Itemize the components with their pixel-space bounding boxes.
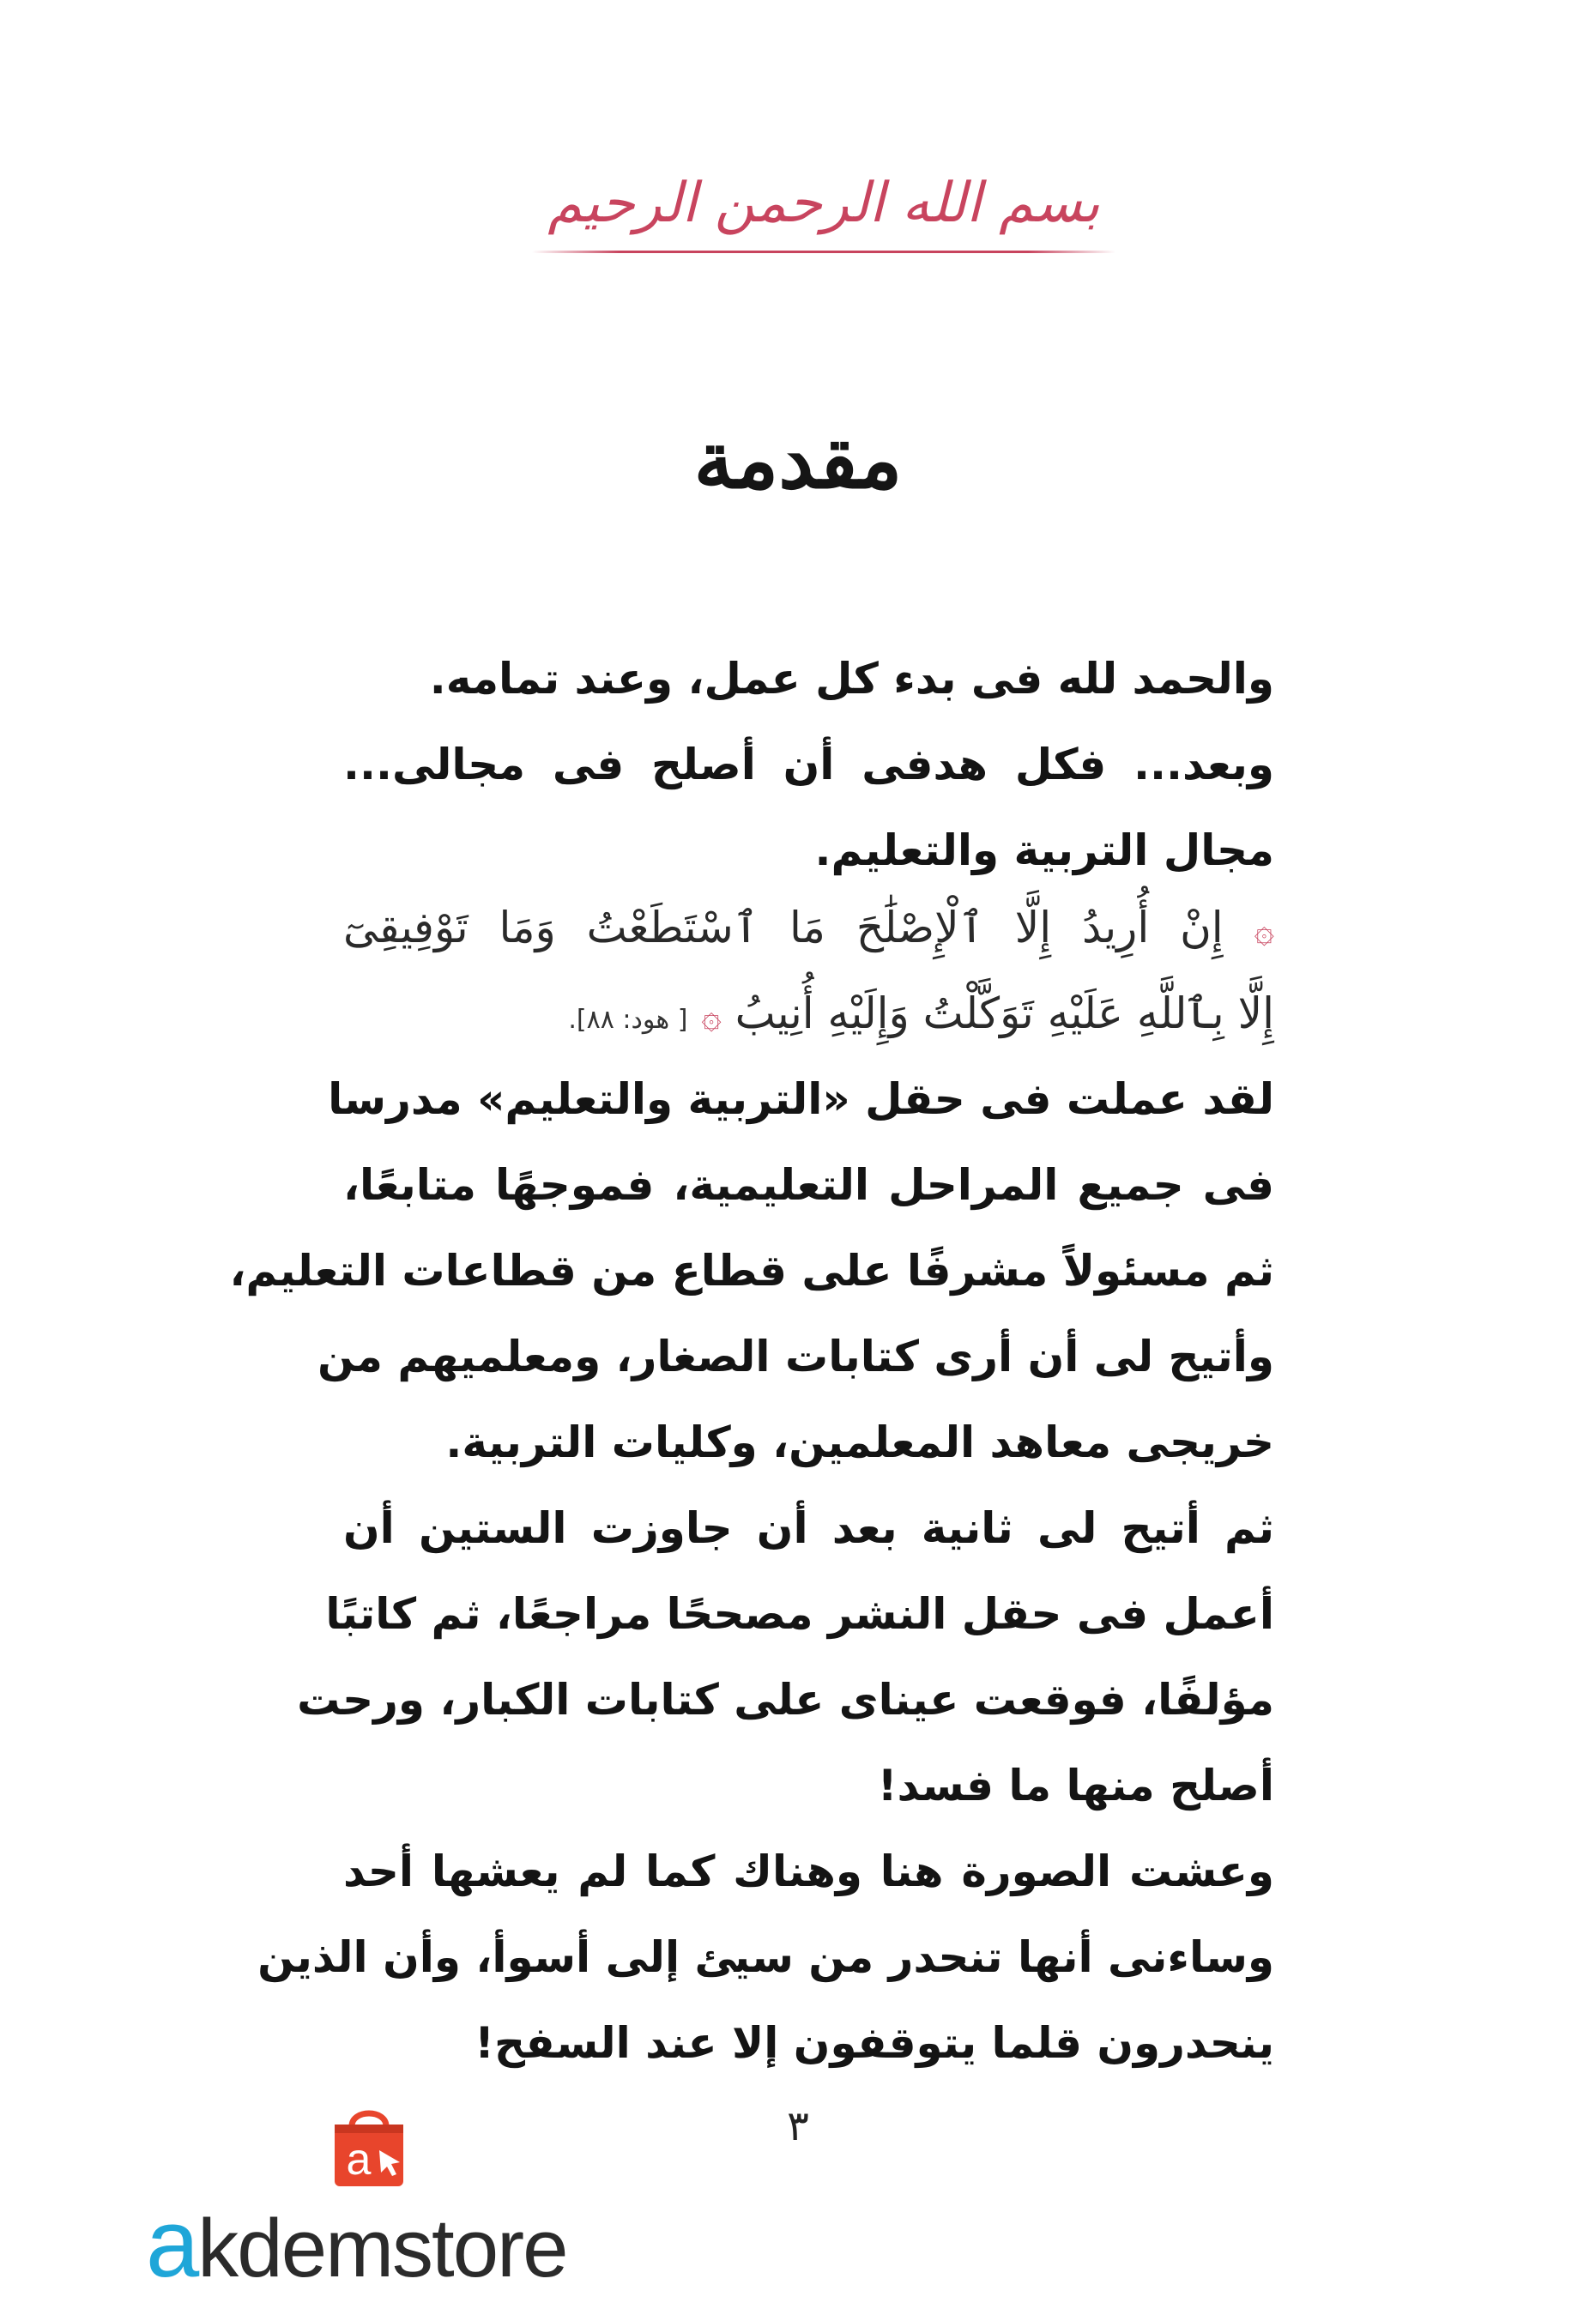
akdemstore-logo bbox=[146, 2094, 592, 2300]
page-number: ٣ bbox=[787, 2102, 809, 2150]
body-line: وعشت الصورة هنا وهناك كما لم يعشها أحد bbox=[343, 1847, 1274, 1896]
body-line: وساءنى أنها تنحدر من سيئ إلى أسوأ، وأن الذين bbox=[257, 1932, 1274, 1982]
body-line: خريجى معاهد المعلمين، وكليات التربية. bbox=[445, 1417, 1274, 1467]
body-line: ثم أتيح لى ثانية بعد أن جاوزت الستين أن bbox=[343, 1503, 1274, 1553]
verse-open-ornament-icon: ۞ bbox=[1254, 911, 1274, 951]
brand-first-letter: a bbox=[146, 2190, 198, 2297]
quran-verse-line-1 bbox=[343, 903, 1274, 952]
quran-verse-line-2 bbox=[343, 988, 1274, 1038]
verse-text: إِلَّا بِٱللَّهِ عَلَيْهِ تَوَكَّلْتُ وَإِلَيْهِ أُنِيبُ bbox=[735, 988, 1274, 1038]
basmala-underline bbox=[532, 251, 1115, 253]
paragraph-line: وبعد... فكل هدفى أن أصلح فى مجالى... bbox=[343, 740, 1274, 789]
body-line: أعمل فى حقل النشر مصححًا مراجعًا، ثم كاتبًا bbox=[325, 1589, 1274, 1639]
paragraph-line: والحمد لله فى بدء كل عمل، وعند تمامه. bbox=[429, 654, 1274, 704]
bag-letter: a bbox=[346, 2135, 372, 2185]
verse-close-ornament-icon: ۞ bbox=[701, 997, 722, 1037]
body-line: فى جميع المراحل التعليمية، فموجهًا متابعًا، bbox=[343, 1160, 1274, 1210]
brand-rest: kdemstore bbox=[197, 2203, 567, 2294]
paragraph-line: مجال التربية والتعليم. bbox=[814, 825, 1274, 875]
body-line: ينحدرون قلما يتوقفون إلا عند السفح! bbox=[475, 2018, 1274, 2068]
body-line: لقد عملت فى حقل «التربية والتعليم» مدرسا bbox=[328, 1074, 1274, 1124]
body-line: مؤلفًا، فوقعت عيناى على كتابات الكبار، ورحت bbox=[297, 1675, 1274, 1725]
body-line: وأتيح لى أن أرى كتابات الصغار، ومعلميهم من bbox=[317, 1332, 1274, 1381]
verse-text: إِنْ أُرِيدُ إِلَّا ٱلْإِصْلَٰحَ مَا ٱسْتَطَعْتُ وَمَا تَوْفِيقِىٓ bbox=[343, 903, 1224, 952]
body-line: أصلح منها ما فسد! bbox=[877, 1761, 1274, 1810]
page-title: مقدمة bbox=[693, 414, 903, 506]
basmala: بسم الله الرحمن الرحيم bbox=[547, 172, 1100, 235]
verse-reference: [ هود: ٨٨]. bbox=[568, 1005, 688, 1035]
body-line: ثم مسئولاً مشرفًا على قطاع من قطاعات التعليم، bbox=[229, 1246, 1274, 1296]
shopping-bag-icon bbox=[326, 2102, 412, 2188]
brand-name bbox=[146, 2190, 592, 2297]
